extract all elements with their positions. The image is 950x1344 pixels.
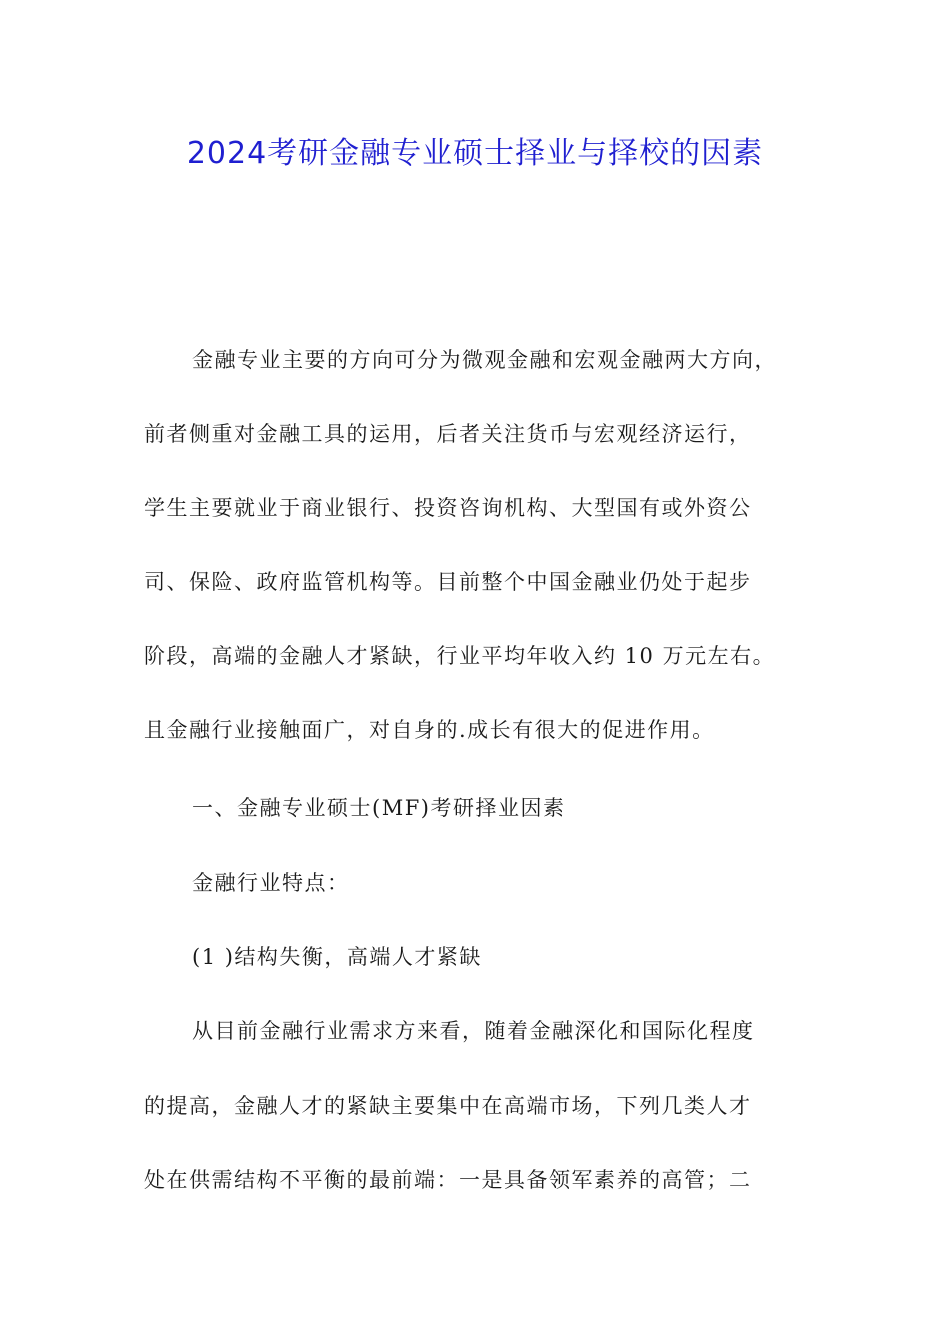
paragraph-line: 学生主要就业于商业银行、投资咨询机构、大型国有或外资公 [144, 496, 752, 520]
paragraph-line: 司、保险、政府监管机构等。目前整个中国金融业仍处于起步 [144, 570, 752, 594]
paragraph-line: 前者侧重对金融工具的运用，后者关注货币与宏观经济运行， [144, 422, 752, 446]
list-heading: (1 )结构失衡，高端人才紧缺 [192, 945, 482, 969]
paragraph-line: 阶段，高端的金融人才紧缺，行业平均年收入约 10 万元左右。 [144, 644, 776, 668]
subheading: 金融行业特点： [192, 871, 350, 895]
paragraph-line: 从目前金融行业需求方来看，随着金融深化和国际化程度 [192, 1019, 755, 1043]
document-title: 2024考研金融专业硕士择业与择校的因素 [186, 136, 764, 171]
paragraph-line: 的提高，金融人才的紧缺主要集中在高端市场，下列几类人才 [144, 1094, 752, 1118]
paragraph-line: 且金融行业接触面广，对自身的.成长有很大的促进作用。 [144, 718, 715, 742]
section-heading: 一、金融专业硕士(MF)考研择业因素 [192, 796, 566, 820]
paragraph-line: 金融专业主要的方向可分为微观金融和宏观金融两大方向， [192, 348, 777, 372]
paragraph-line: 处在供需结构不平衡的最前端：一是具备领军素养的高管；二 [144, 1168, 752, 1192]
